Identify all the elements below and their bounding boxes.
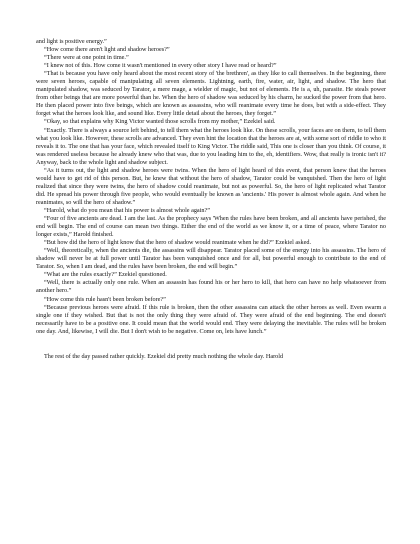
paragraph: “That is because you have only heard about the most recent story of 'the brethren', as they like to call themselves. In the beginning, there were seven heroes, capable of manipulating all seven elements. Lightning, earth, fire, water, air, light, and shadow. The hero that manipulated shadow, was seduced by Tarator, a mere mage, a wielder of magic, but not of elements. He is a, uh, parasite. He steals power from other beings that are more powerful than he. When the hero of shadow was seduced by his charm, he sucked the power from that hero. He then placed power into five beings, which are known as assassins, who will reanimate every time he does, but with a side-effect. They forget what the heroes look like, and sound like. Every little detail about the heroes, they forget.” [36,70,386,118]
paragraph: “What are the rules exactly?” Ezekiel questioned. [44,271,167,279]
paragraph: “There were at one point in time.” [44,54,129,62]
paragraph: “Harold, what do you mean that his power is almost whole again?” [44,206,210,214]
paragraph: “Well, theoretically, when the ancients die, the assassins will disappear. Tarator placed some of the energy into his assassins. The hero of shadow will never be at full power until Tarator has been vanquished once and for all, but powerful enough to contribute to the end of Tarator. So, when I am dead, and the rules have been broken, the end will begin.” [36,247,386,271]
paragraph: “But how did the hero of light know that the hero of shadow would reanimate when he did?” Ezekiel asked. [44,239,312,247]
paragraph: “I knew not of this. How come it wasn't mentioned in every other story I have read or heard?” [44,62,277,70]
paragraph: “Exactly. There is always a source left behind, to tell them what the heroes look like. On these scrolls, your faces are on them, to tell them what you look like. However, these scrolls are advanced. They even hint the location that the heroes are at, with some sort of riddle to who it reveals it to. The one that has your face, which revealed itself to King Victor. The riddle said, This one is closer than you think. Of course, it was rendered useless because he already knew who that was, due to you leading him to the, eh, identifiers. Wow, that really is ironic isn't it? Anyway, back to the whole light and shadow subject. [36,126,386,166]
paragraph: “How come there aren't light and shadow heroes?” [44,46,170,54]
body-text [36,38,386,361]
paragraph: “Because previous heroes were afraid. If this rule is broken, then the other assassins can attack the other heroes as well. Even swarm a single one if they wished. But that is not the only thing they were afraid of. They were afraid of the end beginning. The end doesn't necessarily have to be a positive one. It could mean that the world would end. They were delaying the inevitable. The rules will be broken one day. And, likewise, I will die. But I don't wish to be negative. Come on, lets have lunch.” [36,303,386,335]
paragraph: “How come this rule hasn't been broken before?” [44,295,166,303]
paragraph: “Four of five ancients are dead. I am the last. As the prophecy says 'When the rules have been broken, and all ancients have perished, the end will begin. The end of course can mean two things. Either the end of the world as we know it, or a time of peace, where Tarator no longer exists,” Harold finished. [36,215,386,239]
paragraph: “As it turns out, the light and shadow heroes were twins. When the hero of light heard of this event, that person knew that the heroes would have to get rid of this person. But, he knew that without the hero of shadow, Tarator could be vanquished. Then the hero of light realized that since they were twins, the hero of shadow could reanimate, but not as powerful. So, the hero of light replicated what Tarator did. He spread his power through five people, who would eventually be known as 'ancients.' His power is almost whole again. And when he reanimates, so will the hero of shadow.” [36,166,386,206]
paragraph: “Well, there is actually only one rule. When an assassin has found his or her hero to kill, that hero can have no help whatsoever from another hero.” [36,279,386,295]
paragraph: The rest of the day passed rather quickly. Ezekiel did pretty much nothing the whole day. Harold [44,352,284,360]
paragraph: “Okay, so that explains why King Victor wanted those scrolls from my mother,” Ezekiel said. [44,118,276,126]
paragraph: and light is positive energy.” [36,38,107,45]
